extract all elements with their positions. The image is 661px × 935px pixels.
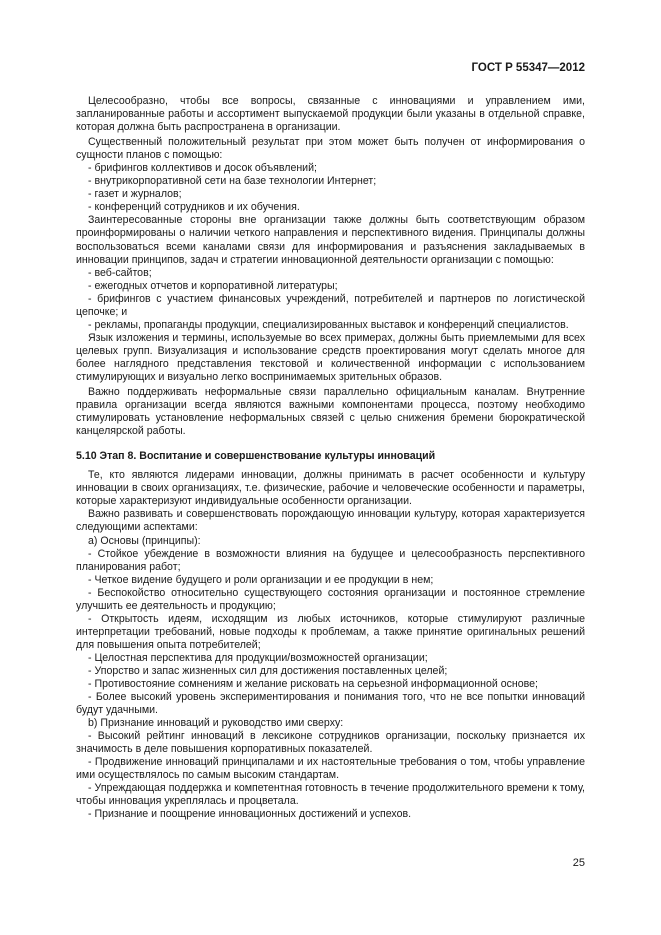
list-item: - рекламы, пропаганды продукции, специализированных выставок и конференций специалистов. (88, 318, 569, 331)
paragraph: Те, кто являются лидерами инновации, должны принимать в расчет особенности и культуру инновации в своих организациях, т.е. физические, рабочие и человеческие особенности и параметры, которые характеризуют индивидуальные особенности организации. (76, 469, 585, 508)
list-item: - газет и журналов; (88, 188, 182, 201)
page-body (76, 95, 585, 822)
list-item: - ежегодных отчетов и корпоративной литературы; (88, 279, 338, 292)
section-heading: 5.10 Этап 8. Воспитание и совершенствование культуры инноваций (76, 450, 436, 463)
list-item: - Целостная перспектива для продукции/возможностей организации; (88, 651, 428, 664)
list-item: - внутрикорпоративной сети на базе технологии Интернет; (88, 175, 377, 188)
list-item: - брифингов с участием финансовых учреждений, потребителей и партнеров по логистической цепочке; и (76, 292, 585, 318)
list-item: - веб-сайтов; (88, 266, 152, 279)
list-item: - Упорство и запас жизненных сил для достижения поставленных целей; (88, 664, 448, 677)
subsection-label: а) Основы (принципы): (88, 534, 201, 547)
list-item: - Продвижение инноваций принципалами и их настоятельные требования о том, чтобы управление ими осуществлялось по самым высоким стандартам. (76, 756, 585, 782)
subsection-label: b) Признание инноваций и руководство ими сверху: (88, 717, 344, 730)
paragraph: Заинтересованные стороны вне организации также должны быть соответствующим образом проинформированы о наличии четкого направления и перспективного видения. Принципалы должны воспользоваться всеми каналами связи для информирования и разъяснения закладываемых в инновации принципов, задач и стратегии инновационной деятельности организации с помощью: (76, 214, 585, 266)
list-item: - Признание и поощрение инновационных достижений и успехов. (88, 808, 412, 821)
page-number: 25 (572, 857, 585, 869)
document-standard-header: ГОСТ Р 55347—2012 (471, 62, 585, 74)
paragraph: Целесообразно, чтобы все вопросы, связанные с инновациями и управлением ими, запланированные работы и ассортимент выпускаемой продукции были указаны в отдельной справке, которая должна быть распространена в организации. (76, 95, 585, 134)
list-item: - конференций сотрудников и их обучения. (88, 201, 300, 214)
list-item: - Противостояние сомнениям и желание рисковать на серьезной информационной основе; (88, 678, 538, 691)
list-item: - Четкое видение будущего и роли организации и ее продукции в нем; (88, 573, 434, 586)
list-item: - Беспокойство относительно существующего состояния организации и постоянное стремление улучшить ее деятельность и продукцию; (76, 586, 585, 612)
list-item: - Открытость идеям, исходящим из любых источников, которые стимулируют различные интерпретации требований, новые подходы к проблемам, а также принятие оригинальных решений для повышения опыта потребителей; (76, 612, 585, 651)
paragraph: Существенный положительный результат при этом может быть получен от информирования о сущности планов с помощью: (76, 136, 585, 162)
list-item: - брифингов коллективов и досок объявлений; (88, 162, 317, 175)
list-item: - Высокий рейтинг инноваций в лексиконе сотрудников организации, поскольку признается их значимость в деле повышения корпоративных показателей. (76, 730, 585, 756)
list-item: - Стойкое убеждение в возможности влияния на будущее и целесообразность перспективного планирования работ; (76, 547, 585, 573)
list-item: - Более высокий уровень экспериментирования и понимания того, что не все попытки инноваций будут удачными. (76, 691, 585, 717)
paragraph: Язык изложения и термины, используемые во всех примерах, должны быть приемлемыми для всех целевых групп. Визуализация и использование средств проектирования могут сделать многое для более наглядного представления текстовой и количественной информации с использованием стимулирующих и визуально легко воспринимаемых зрительных образов. (76, 331, 585, 383)
list-item: - Упреждающая поддержка и компетентная готовность в течение продолжительного времени к тому, чтобы инновация укреплялась и процветала. (76, 782, 585, 808)
paragraph: Важно поддерживать неформальные связи параллельно официальным каналам. Внутренние правила организации всегда являются важными компонентами процесса, поэтому необходимо стимулировать установление неформальных связей с целью снижения бремени бюрократической канцелярской работы. (76, 386, 585, 438)
paragraph: Важно развивать и совершенствовать порождающую инновации культуру, которая характеризуется следующими аспектами: (76, 508, 585, 534)
